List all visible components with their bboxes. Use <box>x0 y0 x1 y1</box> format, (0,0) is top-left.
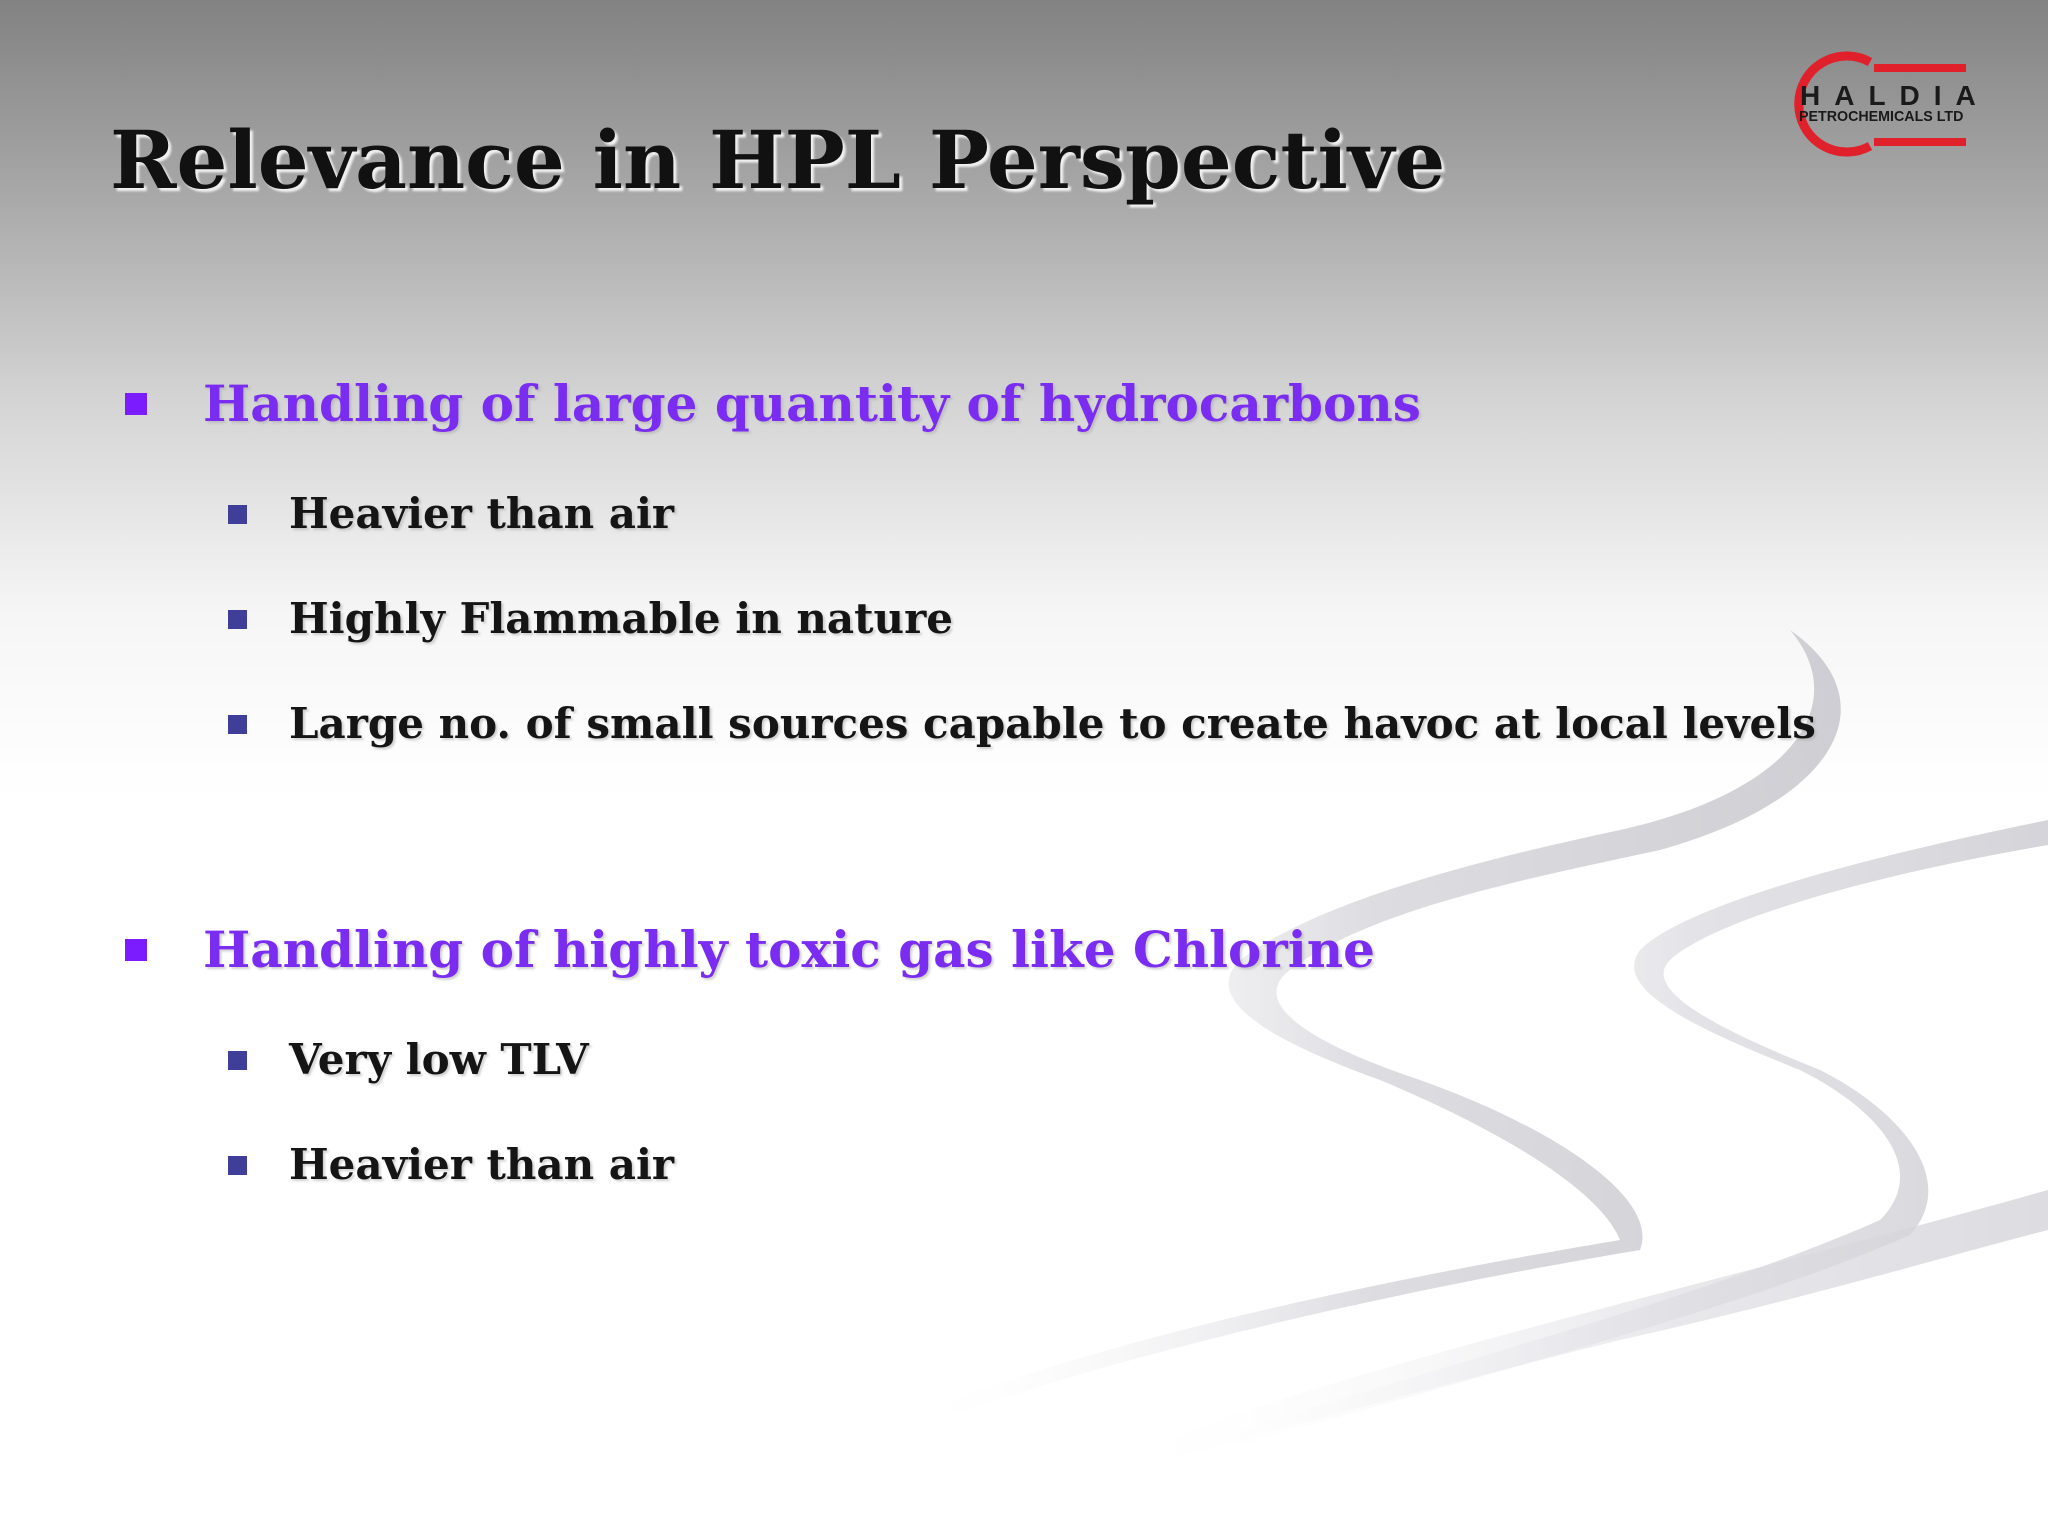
swoosh-band-lower <box>1100 1190 2048 1480</box>
section-heading-text: Handling of large quantity of hydrocarbons <box>203 374 1421 433</box>
section-heading-chlorine <box>125 920 1375 980</box>
square-bullet-icon <box>125 939 147 961</box>
list-item-text: Heavier than air <box>289 1140 675 1189</box>
list-item <box>228 1032 589 1088</box>
logo-subtitle: PETROCHEMICALS LTD <box>1799 108 1964 125</box>
square-bullet-icon <box>228 1156 247 1175</box>
square-bullet-icon <box>125 393 147 415</box>
square-bullet-icon <box>228 715 247 734</box>
list-item <box>228 696 1816 752</box>
square-bullet-icon <box>228 1051 247 1070</box>
square-bullet-icon <box>228 505 247 524</box>
section-heading-text: Handling of highly toxic gas like Chlorine <box>203 920 1375 979</box>
list-item-text: Large no. of small sources capable to create havoc at local levels <box>289 699 1816 748</box>
list-item <box>228 1137 674 1193</box>
list-item-text: Very low TLV <box>289 1035 589 1084</box>
list-item <box>228 591 953 647</box>
swoosh-band-right <box>1180 820 2048 1452</box>
section-heading-hydrocarbons <box>125 374 1421 434</box>
list-item <box>228 486 674 542</box>
square-bullet-icon <box>228 610 247 629</box>
logo-wordmark: HALDIA <box>1800 80 1990 111</box>
slide-title: Relevance in HPL Perspective <box>110 113 1446 207</box>
list-item-text: Highly Flammable in nature <box>289 594 953 643</box>
list-item-text: Heavier than air <box>289 489 675 538</box>
